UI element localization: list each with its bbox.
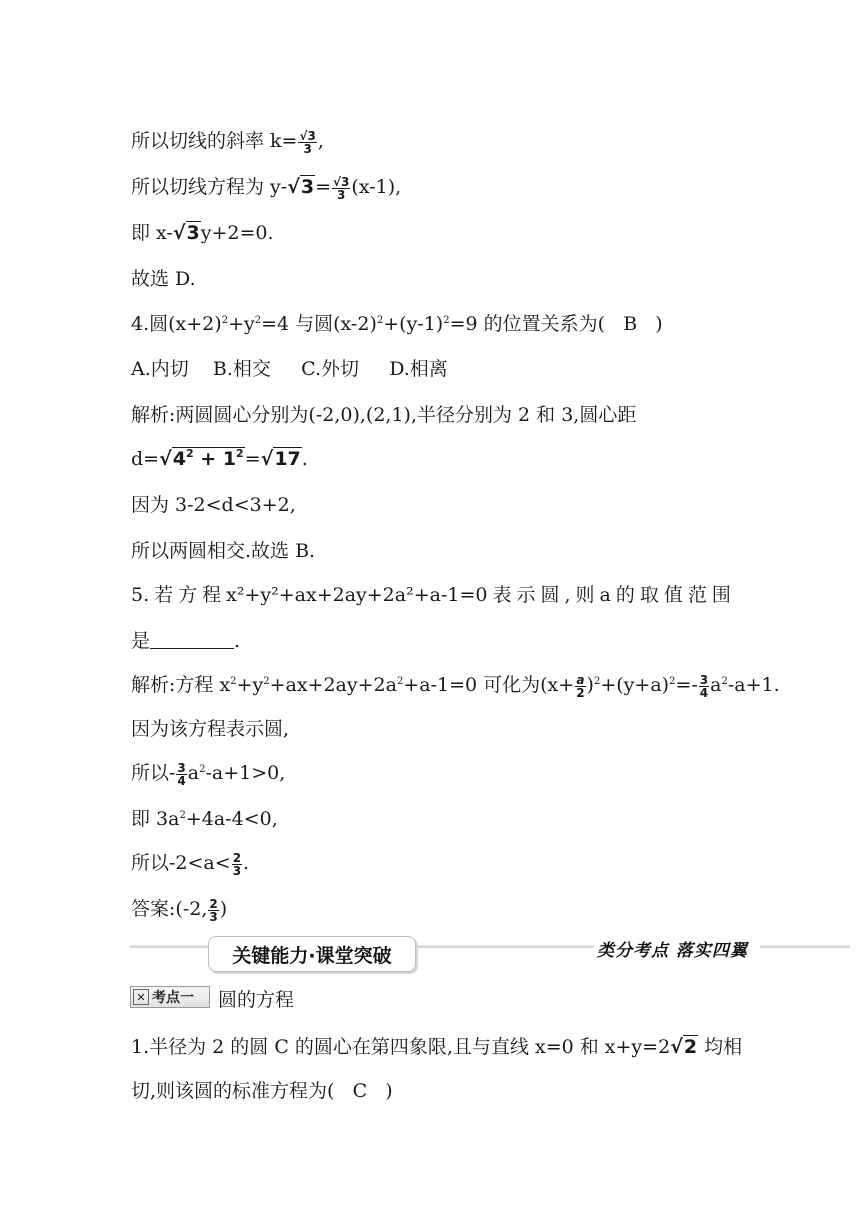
question-5-line2 <box>131 628 240 654</box>
text: . <box>234 630 241 652</box>
question-1 <box>131 1034 742 1060</box>
text: =4 与圆(x-2) <box>261 313 377 335</box>
text: ) <box>586 674 594 696</box>
exponent: 2 <box>376 315 384 326</box>
banner-slogan: 类分考点 落实四翼 <box>597 941 748 961</box>
exponent: 2 <box>721 676 728 687</box>
text: =- <box>675 674 698 696</box>
word: 程 <box>202 584 222 606</box>
exponent: 2 <box>186 447 194 460</box>
solution-line <box>131 806 278 832</box>
text: +a-1=0 可化为(x+ <box>403 674 575 696</box>
text: a <box>187 762 200 784</box>
fraction <box>332 176 350 201</box>
numerator: a <box>576 672 585 687</box>
fraction <box>208 898 218 923</box>
exponent: 2 <box>669 676 676 687</box>
solution-line <box>131 446 308 472</box>
word: 则 <box>575 584 595 606</box>
word: 5. <box>131 584 150 606</box>
text: -a+1>0, <box>205 762 286 784</box>
text: 1.半径为 2 的圆 C 的圆心在第四象限,且与直线 x=0 和 x+y=2 <box>131 1036 671 1058</box>
text: 解析:方程 x <box>131 674 231 696</box>
text: d= <box>131 448 160 470</box>
radical: √17 <box>260 448 301 470</box>
text: +(y-1) <box>383 313 444 335</box>
numerator: 3 <box>699 672 709 687</box>
question-4 <box>131 311 663 337</box>
word: x²+y²+ax+2ay+2a²+a-1=0 <box>226 584 488 606</box>
answer-blank <box>150 630 234 649</box>
word: 方 <box>178 584 198 606</box>
text: +(y+a) <box>600 674 670 696</box>
exponent: 2 <box>396 676 404 687</box>
fraction <box>699 674 709 699</box>
text: 答案:(-2, <box>131 898 208 920</box>
radicand <box>172 447 245 470</box>
word: 圆 <box>540 584 560 606</box>
text: , <box>317 130 324 152</box>
solution-line: 因为该方程表示圆, <box>131 718 290 740</box>
section-banner: 关键能力·课堂突破 <box>208 936 416 972</box>
numerator: √3 <box>299 128 316 143</box>
numerator: 2 <box>232 850 242 865</box>
word: 若 <box>154 584 174 606</box>
denominator: 3 <box>209 909 218 924</box>
radicand: 17 <box>274 448 301 470</box>
text: 是 <box>131 630 151 652</box>
denominator: 4 <box>177 773 186 788</box>
section-title: 圆的方程 <box>218 989 295 1011</box>
word: 的 <box>615 584 635 606</box>
denominator: 2 <box>576 685 585 700</box>
radical: √3 <box>287 176 315 198</box>
word: 范 <box>687 584 707 606</box>
banner-rule-right <box>760 945 850 948</box>
text: +y <box>236 674 264 696</box>
numerator: 3 <box>177 760 186 775</box>
section-label <box>130 986 210 1008</box>
fraction <box>298 130 316 155</box>
text: 所以-2<a< <box>131 852 231 874</box>
text: + 1 <box>193 448 237 470</box>
section-label-text: 考点一 <box>152 990 194 1006</box>
banner-rule-left <box>130 945 210 948</box>
text: (x-1), <box>351 176 402 198</box>
radicand: 2 <box>683 1036 698 1058</box>
word: , <box>564 584 571 606</box>
radicand: 3 <box>300 176 315 198</box>
fraction <box>232 852 242 877</box>
banner-rule-middle <box>414 945 594 948</box>
question-4-options: A.内切 B.相交 C.外切 D.相离 <box>131 358 448 380</box>
word: 取 <box>639 584 659 606</box>
text: 4 <box>172 448 187 470</box>
solution-line <box>131 850 249 877</box>
word: 值 <box>663 584 683 606</box>
text-line: 故选 D. <box>131 268 196 290</box>
text: a <box>710 674 722 696</box>
text-line <box>131 220 274 246</box>
text: =9 的位置关系为( B ) <box>449 313 663 335</box>
text: 所以切线的斜率 k= <box>131 130 298 152</box>
exponent: 2 <box>236 447 244 460</box>
checkbox-icon: ✕ <box>133 989 149 1005</box>
fraction <box>575 674 585 699</box>
text: . <box>301 448 308 470</box>
exponent: 2 <box>230 676 237 687</box>
solution-line <box>131 760 285 787</box>
text: ) <box>219 898 228 920</box>
word: a <box>599 584 611 606</box>
radical: √2 <box>670 1036 698 1058</box>
exponent: 2 <box>221 315 229 326</box>
word: 表 <box>492 584 512 606</box>
denominator: 3 <box>232 863 242 878</box>
text: 4.圆(x+2) <box>131 313 222 335</box>
solution-line: 解析:两圆圆心分别为(-2,0),(2,1),半径分别为 2 和 3,圆心距 <box>131 404 637 426</box>
denominator: 4 <box>699 685 709 700</box>
text: +y <box>228 313 255 335</box>
exponent: 2 <box>443 315 450 326</box>
numerator: √3 <box>333 174 350 189</box>
text-line <box>131 174 401 201</box>
question-5 <box>131 582 731 608</box>
answer-line <box>131 896 227 923</box>
text-line <box>131 128 324 155</box>
question-1-line2: 切,则该圆的标准方程为( C ) <box>131 1080 393 1102</box>
text: = <box>244 448 261 470</box>
exponent: 2 <box>263 676 270 687</box>
text: +4a-4<0, <box>185 808 278 830</box>
text: 即 x- <box>131 222 173 244</box>
text: 均相 <box>698 1036 743 1058</box>
text: 所以切线方程为 y- <box>131 176 288 198</box>
text: -a+1. <box>727 674 780 696</box>
exponent: 2 <box>179 810 186 821</box>
exponent: 2 <box>199 764 206 775</box>
numerator: 2 <box>209 896 218 911</box>
text: y+2=0. <box>200 222 274 244</box>
word: 示 <box>516 584 536 606</box>
text: . <box>243 852 250 874</box>
solution-line: 因为 3-2<d<3+2, <box>131 494 296 516</box>
text: 所以- <box>131 762 176 784</box>
exponent: 2 <box>254 315 262 326</box>
solution-line: 所以两圆相交.故选 B. <box>131 540 316 562</box>
text: +ax+2ay+2a <box>269 674 397 696</box>
radicand: 3 <box>186 222 200 244</box>
word: 围 <box>711 584 731 606</box>
denominator: 3 <box>303 141 312 156</box>
text: = <box>315 176 332 198</box>
fraction <box>176 762 186 787</box>
exponent: 2 <box>593 676 601 687</box>
solution-line <box>131 672 780 699</box>
text: 即 3a <box>131 808 180 830</box>
radical: √3 <box>172 222 200 244</box>
radical: $√4^2 + 1^2$ <box>159 447 244 470</box>
denominator: 3 <box>337 187 346 202</box>
